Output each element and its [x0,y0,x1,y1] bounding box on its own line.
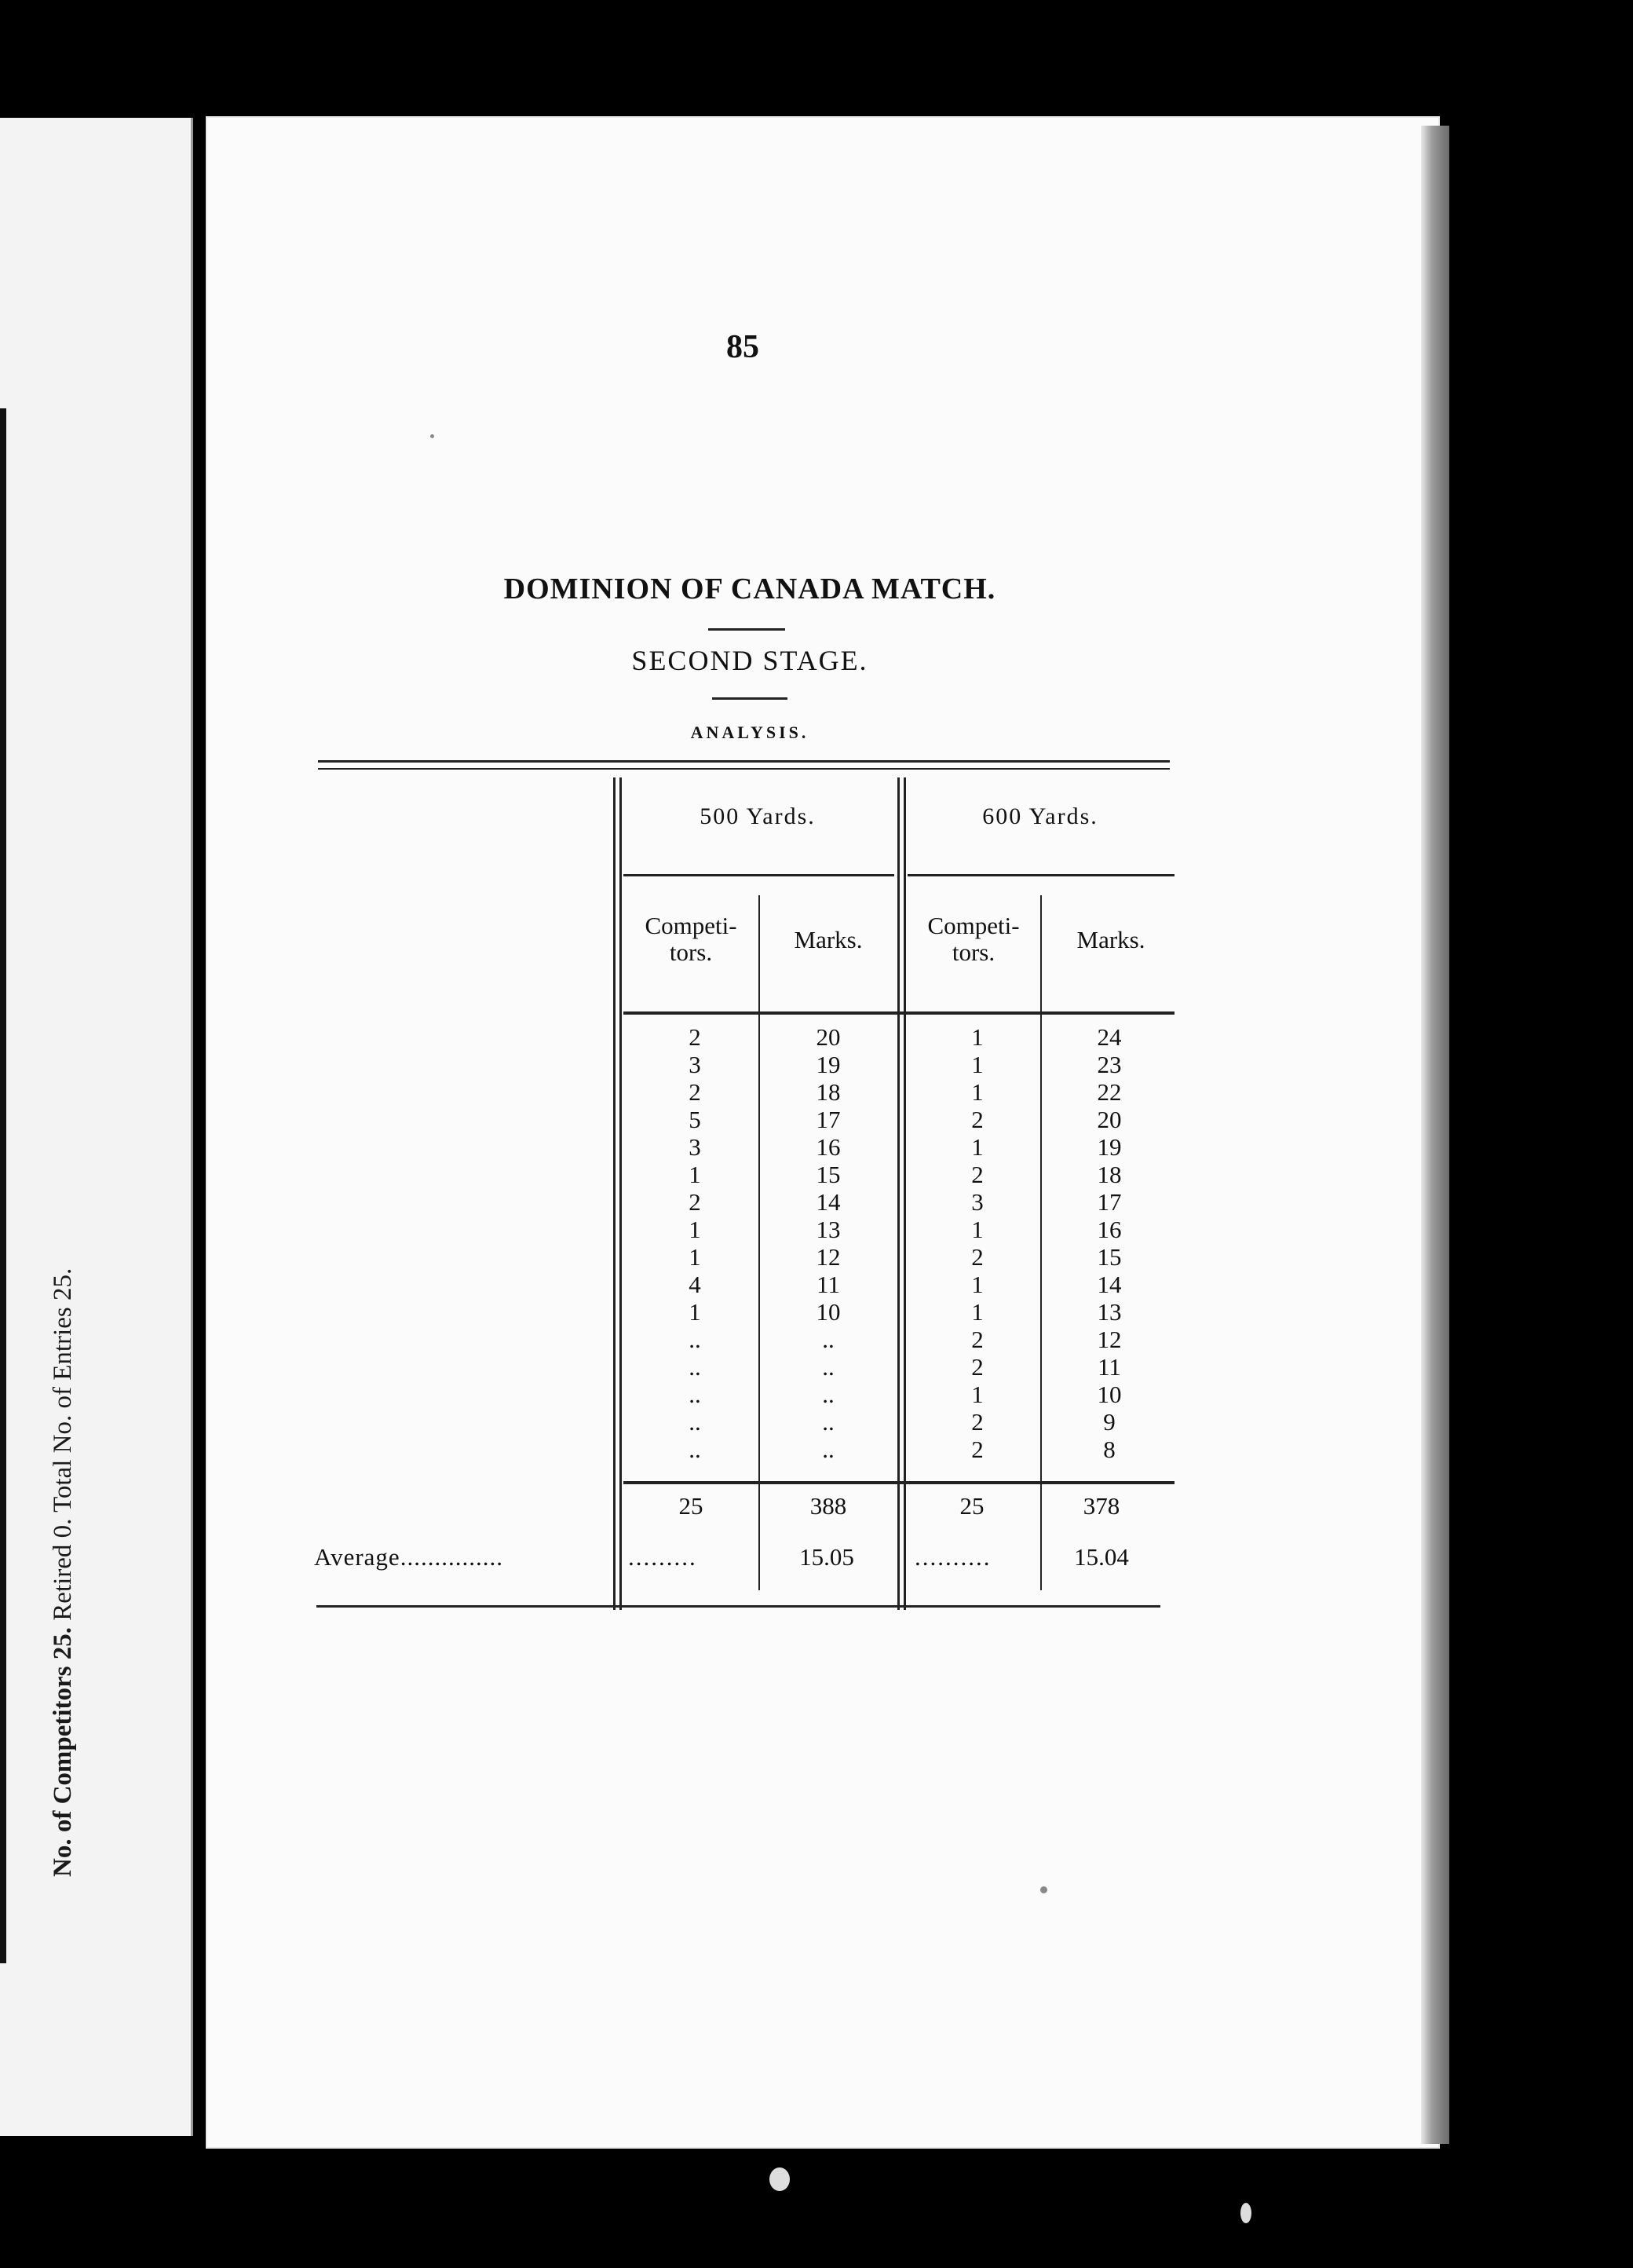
scan-speck [769,2167,790,2191]
column-header-line: tors. [669,938,713,966]
table-cell: 13 [816,1216,841,1243]
competitors-column-600 [934,1023,1021,1463]
table-cell: 8 [1103,1436,1116,1463]
left-page-border [0,408,6,1963]
table-cell: 16 [816,1133,841,1161]
table-cell: .. [689,1381,701,1408]
competitors-column-500 [652,1023,738,1463]
page-gutter-line [191,118,193,2136]
table-cell: 1 [971,1078,984,1106]
subtitle-rule [712,697,787,700]
table-cell: 2 [971,1326,984,1353]
table-cell: .. [822,1326,835,1353]
table-cell: 11 [816,1271,840,1298]
table-cell: 15 [1097,1243,1122,1271]
table-cell: 10 [816,1298,841,1326]
table-cell: 20 [816,1023,841,1051]
table-cell: .. [822,1436,835,1463]
table-cell: 9 [1103,1408,1116,1436]
group-heading-500-yards: 500 Yards. [700,803,816,829]
column-header-marks-500: Marks. [794,926,863,953]
table-cell: 23 [1097,1051,1122,1078]
table-cell: 1 [689,1298,701,1326]
table-cell: 1 [971,1023,984,1051]
table-cell: 1 [971,1271,984,1298]
table-cell: .. [689,1326,701,1353]
table-cell: 2 [689,1188,701,1216]
column-header-competitors-500 [624,913,758,966]
table-cell: 5 [689,1106,701,1133]
left-facing-page [0,118,193,2136]
table-cell: 2 [689,1023,701,1051]
table-cell: 22 [1097,1078,1122,1106]
entries-count-text: Retired 0. Total No. of Entries 25. [49,1268,77,1621]
table-cell: 15 [816,1161,841,1188]
scan-speck [1240,2203,1251,2223]
table-cell: 16 [1097,1216,1122,1243]
table-cell: 18 [1097,1161,1122,1188]
header-bottom-rule [623,1011,1175,1015]
table-cell: 1 [689,1216,701,1243]
table-cell: .. [689,1353,701,1381]
table-cell: 17 [816,1106,841,1133]
table-cell: 18 [816,1078,841,1106]
column-header-marks-600: Marks. [1076,926,1145,953]
table-cell: 2 [689,1078,701,1106]
average-leader-dots: ............... [400,1543,503,1571]
average-dots-600: .......... [915,1543,992,1571]
competitors-count-text: No. of Competitors 25. [49,1626,77,1877]
table-cell: 2 [971,1408,984,1436]
table-top-rule [318,760,1170,763]
table-cell: 14 [816,1188,841,1216]
table-cell: 2 [971,1243,984,1271]
left-page-rotated-caption [49,1268,78,1877]
group-rule-600 [908,874,1175,876]
table-cell: .. [822,1408,835,1436]
average-row-label [314,1543,503,1571]
section-label: ANALYSIS. [690,722,809,742]
table-cell: 14 [1097,1271,1122,1298]
table-cell: 1 [971,1133,984,1161]
marks-column-500 [785,1023,871,1463]
table-cell: 12 [1097,1326,1122,1353]
table-cell: 2 [971,1106,984,1133]
table-cell: 1 [971,1216,984,1243]
table-cell: 1 [971,1381,984,1408]
column-header-line: Competi- [927,912,1020,939]
table-cell: 2 [971,1353,984,1381]
table-cell: 24 [1097,1023,1122,1051]
table-cell: 10 [1097,1381,1122,1408]
marks-column-600 [1066,1023,1153,1463]
table-cell: .. [689,1408,701,1436]
total-marks-600: 378 [1083,1492,1120,1520]
table-divider-left-b [619,777,622,1610]
group-heading-600-yards: 600 Yards. [982,803,1098,829]
table-cell: 1 [971,1051,984,1078]
total-competitors-600: 25 [959,1492,985,1520]
table-bottom-rule [316,1605,1160,1608]
column-header-line: tors. [952,938,996,966]
column-header-competitors-600 [907,913,1040,966]
average-value-500: 15.05 [799,1543,854,1571]
table-divider-500 [758,895,760,1590]
column-header-line: Competi- [645,912,737,939]
page-subtitle: SECOND STAGE. [631,645,868,676]
table-cell: 2 [971,1436,984,1463]
total-marks-500: 388 [809,1492,847,1520]
table-cell: 4 [689,1271,701,1298]
totals-rule [623,1481,1175,1484]
table-cell: .. [822,1353,835,1381]
page-number: 85 [726,329,759,365]
table-cell: 17 [1097,1188,1122,1216]
table-divider-mid-a [897,777,900,1610]
average-value-600: 15.04 [1074,1543,1129,1571]
table-cell: .. [822,1381,835,1408]
table-divider-mid-b [904,777,906,1610]
table-divider-600 [1040,895,1042,1590]
table-cell: 2 [971,1161,984,1188]
page-title: DOMINION OF CANADA MATCH. [503,572,996,605]
table-cell: 19 [816,1051,841,1078]
table-cell: 20 [1097,1106,1122,1133]
table-cell: 3 [689,1133,701,1161]
table-cell: 1 [689,1243,701,1271]
table-cell: 19 [1097,1133,1122,1161]
table-cell: 3 [689,1051,701,1078]
table-top-rule-2 [318,768,1170,770]
table-cell: 3 [971,1188,984,1216]
scan-speck [1040,1886,1047,1893]
table-cell: .. [689,1436,701,1463]
table-cell: 1 [689,1161,701,1188]
title-rule [708,628,785,631]
average-dots-500: ......... [628,1543,697,1571]
scan-speck [430,434,434,438]
table-cell: 13 [1097,1298,1122,1326]
table-cell: 11 [1098,1353,1121,1381]
page-edge-shadow [1421,126,1449,2144]
group-rule-500 [623,874,894,876]
table-divider-left-a [613,777,616,1610]
table-cell: 12 [816,1243,841,1271]
table-cell: 1 [971,1298,984,1326]
average-label: Average [314,1543,400,1571]
total-competitors-500: 25 [678,1492,703,1520]
